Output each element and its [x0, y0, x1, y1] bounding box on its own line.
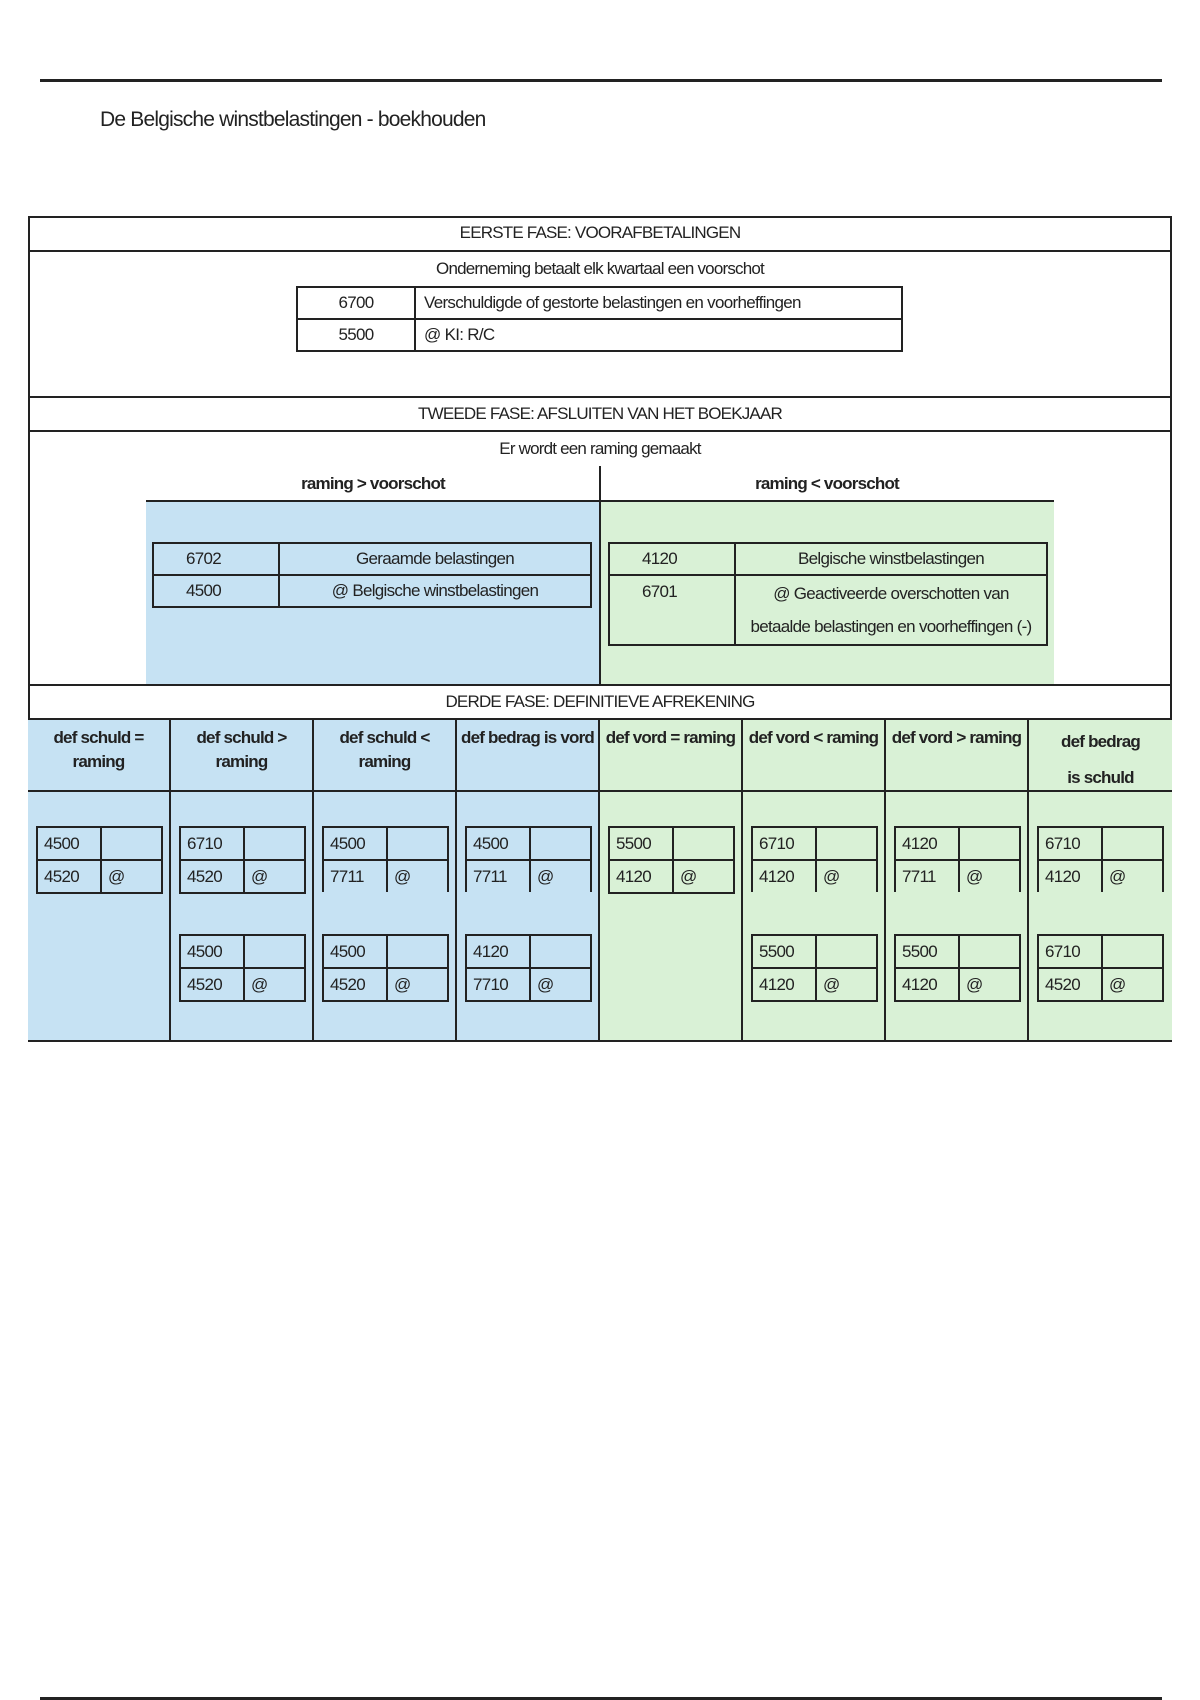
fase2-left-entry [152, 542, 592, 608]
journal-row [895, 827, 1020, 860]
account-code: 4500 [466, 827, 530, 860]
fase3-journal-entry [751, 934, 878, 1002]
journal-row [180, 935, 305, 968]
account-text: @ Belgische winstbelastingen [279, 575, 591, 607]
account-code: 4120 [609, 543, 735, 575]
page-title: De Belgische winstbelastingen - boekhouden [100, 108, 486, 131]
journal-row [180, 827, 305, 860]
fase3-journal-entry [465, 934, 592, 1002]
journal-row [180, 968, 305, 1001]
fase3-column-heading: def schuld = raming [28, 720, 171, 792]
account-code: 6702 [153, 543, 279, 575]
at-sign: @ [387, 860, 448, 892]
account-code: 6710 [1038, 827, 1102, 860]
account-text: @ KI: R/C [415, 319, 902, 351]
amount-cell [816, 935, 877, 968]
account-code: 4520 [180, 968, 244, 1001]
journal-row [37, 827, 162, 860]
journal-row [895, 935, 1020, 968]
account-code: 7711 [466, 860, 530, 892]
top-rule [40, 79, 1162, 82]
amount-cell [673, 827, 734, 860]
fase1-journal-entry [296, 286, 903, 352]
account-code: 5500 [895, 935, 959, 968]
account-code: 4500 [180, 935, 244, 968]
journal-row [153, 575, 591, 607]
account-code: 4120 [752, 860, 816, 892]
fase3-journal-entry [894, 826, 1021, 892]
at-sign: @ [959, 860, 1020, 892]
fase3-column-heading: def schuld < raming [314, 720, 457, 792]
account-code: 5500 [609, 827, 673, 860]
fase2-left-heading: raming > voorschot [301, 474, 445, 493]
fase3-journal-entry [36, 826, 163, 894]
journal-row [323, 860, 448, 892]
fase2-right-heading: raming < voorschot [755, 474, 899, 493]
fase3-header: DERDE FASE: DEFINITIEVE AFREKENING [28, 684, 1172, 720]
fase3-journal-entry [751, 826, 878, 892]
account-code: 4520 [323, 968, 387, 1001]
journal-row [323, 935, 448, 968]
fase3-column-heading: def schuld > raming [171, 720, 314, 792]
account-code: 6710 [1038, 935, 1102, 968]
account-code: 6710 [752, 827, 816, 860]
at-sign: @ [1102, 968, 1163, 1001]
at-sign: @ [530, 968, 591, 1001]
journal-row [323, 968, 448, 1001]
journal-row [466, 968, 591, 1001]
fase3-column-heading: def bedrag is schuld [1029, 720, 1172, 792]
fase3-journal-entry [179, 826, 306, 894]
amount-cell [1102, 935, 1163, 968]
at-sign: @ [1102, 860, 1163, 892]
fase3-journal-entry [608, 826, 735, 894]
at-sign: @ [816, 968, 877, 1001]
account-code: 7711 [895, 860, 959, 892]
amount-cell [387, 827, 448, 860]
fase3-column-heading: def vord > raming [886, 720, 1029, 792]
fase2-subtitle: Er wordt een raming gemaakt [499, 439, 701, 458]
account-code: 7711 [323, 860, 387, 892]
account-code: 6701 [609, 575, 735, 645]
journal-row [609, 543, 1047, 575]
fase3-journal-entry [322, 826, 449, 892]
account-code: 6710 [180, 827, 244, 860]
account-text: Belgische winstbelastingen [735, 543, 1047, 575]
fase2-header: TWEEDE FASE: AFSLUITEN VAN HET BOEKJAAR [28, 396, 1172, 432]
account-code: 4120 [895, 827, 959, 860]
amount-cell [244, 935, 305, 968]
amount-cell [244, 827, 305, 860]
amount-cell [530, 935, 591, 968]
amount-cell [387, 935, 448, 968]
at-sign: @ [530, 860, 591, 892]
account-code: 4120 [609, 860, 673, 893]
journal-row [180, 860, 305, 893]
fase2-right-entry [608, 542, 1048, 646]
journal-row [752, 935, 877, 968]
account-code: 4120 [466, 935, 530, 968]
at-sign: @ [673, 860, 734, 893]
account-code: 4500 [37, 827, 101, 860]
journal-row [297, 319, 902, 351]
account-code: 7710 [466, 968, 530, 1001]
at-sign: @ [816, 860, 877, 892]
account-text: @ Geactiveerde overschotten van betaalde belastingen en voorheffingen (-) [735, 575, 1047, 645]
account-code: 5500 [752, 935, 816, 968]
journal-row [752, 968, 877, 1001]
fase1-subtitle: Onderneming betaalt elk kwartaal een voorschot [436, 259, 764, 278]
fase3-journal-entry [894, 934, 1021, 1002]
journal-row [609, 827, 734, 860]
journal-row [466, 860, 591, 892]
at-sign: @ [959, 968, 1020, 1001]
at-sign: @ [244, 860, 305, 893]
journal-row [1038, 968, 1163, 1001]
fase3-journal-entry [1037, 826, 1164, 892]
journal-row [466, 827, 591, 860]
journal-row [1038, 935, 1163, 968]
fase3-journal-entry [179, 934, 306, 1002]
fase3-journal-entry [1037, 934, 1164, 1002]
at-sign: @ [244, 968, 305, 1001]
account-text: Geraamde belastingen [279, 543, 591, 575]
journal-row [297, 287, 902, 319]
at-sign: @ [387, 968, 448, 1001]
fase3-journal-entry [465, 826, 592, 892]
fase3-column-heading: def bedrag is vord [457, 720, 600, 792]
fase3-column-heading: def vord < raming [743, 720, 886, 792]
fase3-journal-entry [322, 934, 449, 1002]
amount-cell [1102, 827, 1163, 860]
at-sign: @ [101, 860, 162, 893]
fase3-column-heading: def vord = raming [600, 720, 743, 792]
journal-row [37, 860, 162, 893]
journal-row [609, 860, 734, 893]
journal-row [609, 575, 1047, 645]
account-code: 5500 [297, 319, 415, 351]
journal-row [752, 860, 877, 892]
account-code: 6700 [297, 287, 415, 319]
journal-row [752, 827, 877, 860]
account-text: Verschuldigde of gestorte belastingen en voorheffingen [415, 287, 902, 319]
journal-row [466, 935, 591, 968]
account-code: 4500 [323, 827, 387, 860]
account-code: 4500 [153, 575, 279, 607]
journal-row [1038, 827, 1163, 860]
account-code: 4120 [752, 968, 816, 1001]
amount-cell [816, 827, 877, 860]
amount-cell [530, 827, 591, 860]
account-code: 4520 [1038, 968, 1102, 1001]
amount-cell [101, 827, 162, 860]
journal-row [153, 543, 591, 575]
amount-cell [959, 935, 1020, 968]
account-code: 4120 [895, 968, 959, 1001]
journal-row [895, 968, 1020, 1001]
fase1-header: EERSTE FASE: VOORAFBETALINGEN [28, 216, 1172, 252]
account-code: 4520 [180, 860, 244, 893]
journal-row [1038, 860, 1163, 892]
journal-row [323, 827, 448, 860]
amount-cell [959, 827, 1020, 860]
account-code: 4520 [37, 860, 101, 893]
journal-row [895, 860, 1020, 892]
account-code: 4500 [323, 935, 387, 968]
account-code: 4120 [1038, 860, 1102, 892]
